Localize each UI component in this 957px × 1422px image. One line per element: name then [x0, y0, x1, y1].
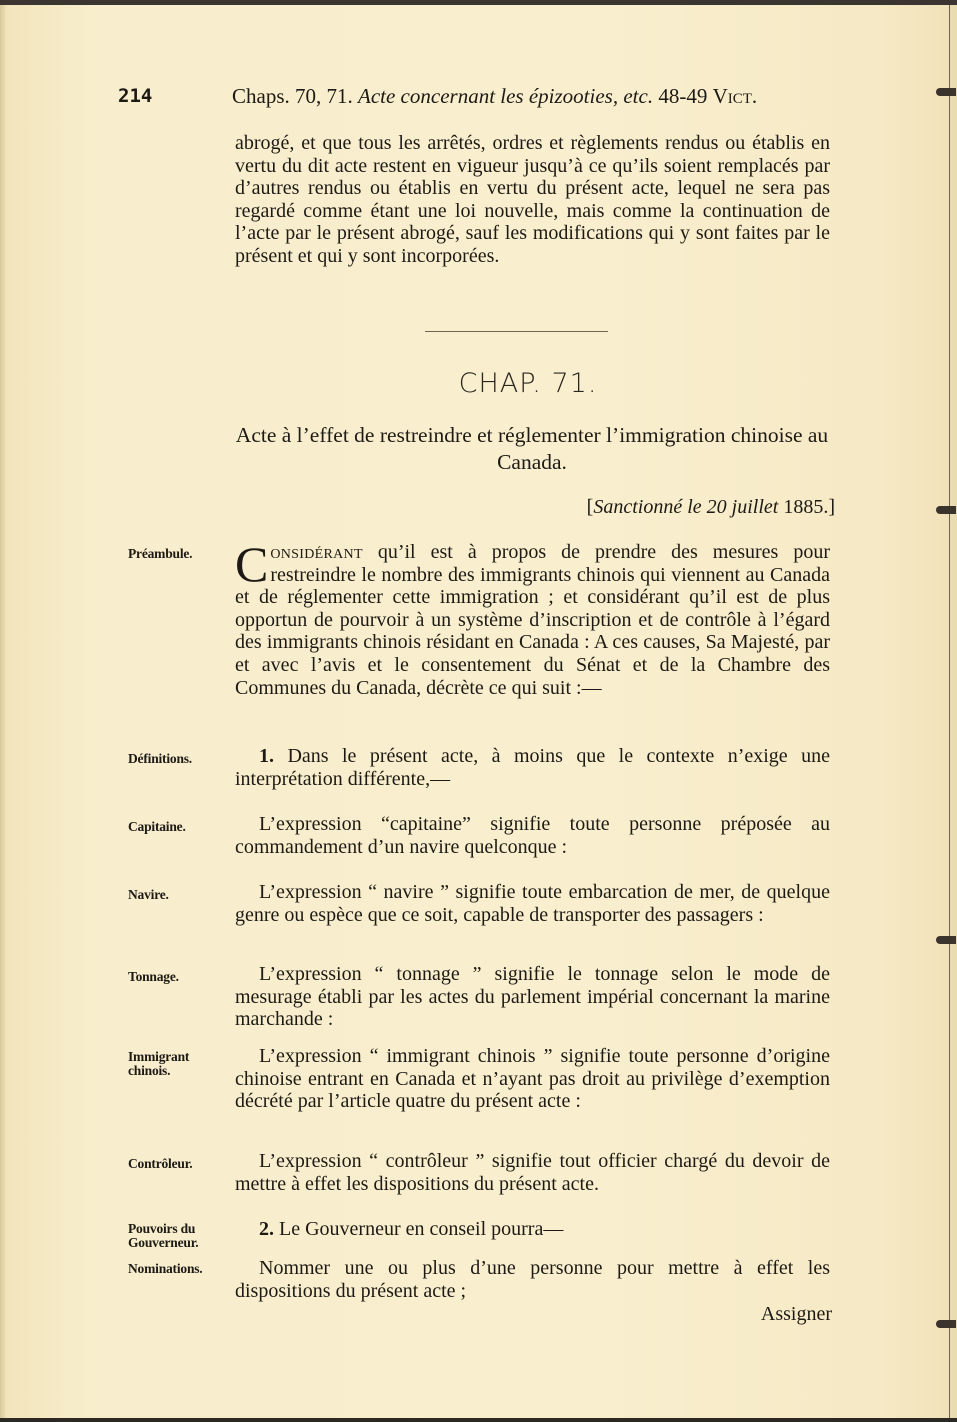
preamble-paragraph: [235, 536, 830, 699]
margin-note-nominations: Nominations.: [128, 1261, 203, 1276]
page-top-edge: [0, 0, 957, 5]
definition-controleur: [235, 1150, 830, 1195]
definition-tonnage: [235, 963, 830, 1031]
binding-tab-mark: [936, 506, 956, 514]
sanction-open-bracket: [: [586, 496, 594, 518]
binding-tab-mark: [936, 88, 956, 96]
margin-note-definitions: Définitions.: [128, 751, 192, 766]
page-left-edge: [0, 5, 6, 1418]
page-number: 214: [118, 85, 153, 107]
definition-capitaine-text: L’expression “capitaine” signifie toute personne préposée au commandement d’un navire quelconque :: [235, 813, 830, 858]
definition-controleur-text: L’expression “ contrôleur ” signifie tout officier chargé du devoir de mettre à effet les dispositions du présent acte.: [235, 1150, 830, 1195]
running-head-regnal-abbr: Vict.: [712, 84, 758, 108]
definition-immigrant-chinois-text: L’expression “ immigrant chinois ” signifie toute personne d’origine chinoise entrant en Canada et n’ayant pas droit au privilège d’exemption décrété par l’article quatre du présent acte :: [235, 1045, 830, 1113]
running-head-regnal-year: 48-49: [658, 84, 708, 108]
margin-note-line: chinois.: [128, 1063, 171, 1078]
catchword: Assigner: [760, 1303, 832, 1325]
continuation-text: abrogé, et que tous les arrêtés, ordres et règlements rendus ou établis en vertu du dit acte restent en vigueur jusqu’à ce qu’ils soient remplacés par d’autres rendus ou établis en vertu du présent acte, lequel ne sera pas regardé comme étant une loi nouvelle, mais comme la continuation de l’acte par le présent abrogé, sauf les modifications qui y sont faites par le présent et qui y sont incorporées.: [235, 132, 830, 267]
section-2-paragraph: [235, 1218, 830, 1241]
margin-note-line: Gouverneur.: [128, 1235, 199, 1250]
section-1-paragraph: [235, 745, 830, 790]
sanction-date: [500, 496, 835, 519]
section-divider: [425, 331, 608, 332]
definition-tonnage-text: L’expression “ tonnage ” signifie le tonnage selon le mode de mesurage établi par les actes du parlement impérial concernant la marine marchande :: [235, 963, 830, 1031]
nominations-text: Nommer une ou plus d’une personne pour mettre à effet les dispositions du présent acte ;: [235, 1257, 830, 1302]
preamble-body: qu’il est à propos de prendre des mesures pour restreindre le nombre des immigrants chinois qui viennent au Canada et de réglementer cette immigration ; et considérant qu’il est de plus opportun de pourvoir à un système d’inscription et de contrôle à l’égard des immigrants chinois résidant en Canada : A ces causes, Sa Majesté, par et avec l’avis et le consentement du Sénat et de la Chambre des Communes du Canada, décrète ce qui suit :—: [235, 541, 830, 699]
act-title: Acte à l’effet de restreindre et réglementer l’immigration chinoise au Canada.: [235, 423, 829, 474]
definition-navire: [235, 881, 830, 926]
binding-tab-mark: [936, 936, 956, 944]
sanction-year: 1885.]: [783, 496, 835, 518]
section-number: 2.: [259, 1218, 274, 1240]
section-1-text: Dans le présent acte, à moins que le contexte n’exige une interprétation différente,—: [235, 745, 830, 790]
margin-note-capitaine: Capitaine.: [128, 819, 186, 834]
nominations-paragraph: [235, 1257, 830, 1302]
binding-tab-mark: [936, 1320, 956, 1328]
chapter-heading: CHAP. 71.: [458, 368, 598, 399]
drop-cap: C: [235, 536, 269, 592]
running-head-text: [232, 84, 757, 108]
page-bottom-edge: [0, 1418, 957, 1422]
margin-note-line: Pouvoirs du: [128, 1221, 196, 1236]
definition-navire-text: L’expression “ navire ” signifie toute embarcation de mer, de quelque genre ou espèce que ce soit, capable de transporter des passagers :: [235, 881, 830, 926]
sanction-month: juillet: [731, 496, 779, 518]
binding-rule: [949, 5, 950, 1418]
section-2-text: Le Gouverneur en conseil pourra—: [274, 1218, 564, 1240]
sanction-day: 20: [706, 496, 727, 518]
definition-immigrant-chinois: [235, 1045, 830, 1113]
margin-note-line: Immigrant: [128, 1049, 190, 1064]
section-number: 1.: [259, 745, 274, 767]
binding-strip: [950, 5, 957, 1418]
margin-note-tonnage: Tonnage.: [128, 969, 179, 984]
preamble-lead: onsidérant: [270, 541, 363, 563]
definition-capitaine: [235, 813, 830, 858]
continuation-paragraph: [235, 132, 830, 268]
margin-note-pouvoirs-du-gouverneur: [128, 1222, 228, 1250]
sanction-label: Sanctionné le: [593, 496, 702, 518]
preamble-text: [235, 536, 830, 699]
running-head-chapters: Chaps. 70, 71.: [232, 84, 353, 108]
margin-note-immigrant-chinois: [128, 1050, 228, 1078]
running-head-title: Acte concernant les épizooties, etc.: [358, 84, 654, 108]
margin-note-navire: Navire.: [128, 887, 169, 902]
margin-note-preambule: Préambule.: [128, 546, 193, 561]
margin-note-controleur: Contrôleur.: [128, 1156, 193, 1171]
